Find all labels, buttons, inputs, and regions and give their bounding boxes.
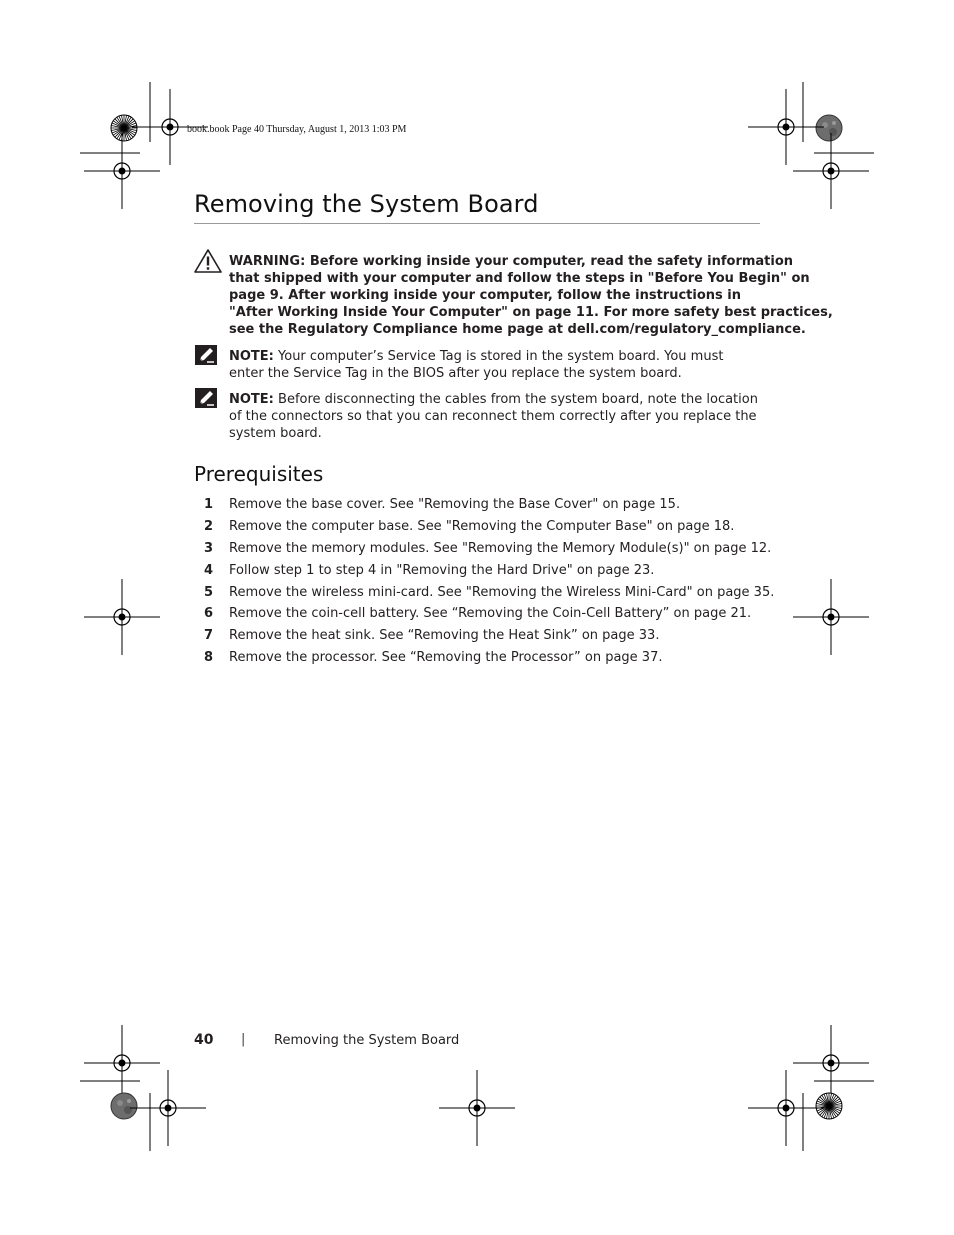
warning-notice <box>194 249 833 341</box>
note-label: NOTE: <box>229 392 274 407</box>
print-header: book.book Page 40 Thursday, August 1, 2013 1:03 PM <box>187 124 407 135</box>
page-title: Removing the System Board <box>194 190 539 218</box>
prerequisites-list <box>194 495 774 670</box>
step-text: Remove the wireless mini-card. See "Removing the Wireless Mini-Card" on page 35. <box>229 584 775 600</box>
step-text: Remove the computer base. See "Removing the Computer Base" on page 18. <box>229 518 735 534</box>
list-item <box>194 626 774 648</box>
step-number: 3 <box>204 540 214 556</box>
list-item <box>194 648 774 670</box>
note-label: NOTE: <box>229 349 274 364</box>
step-text: Remove the processor. See “Removing the Processor” on page 37. <box>229 650 663 666</box>
step-text: Remove the base cover. See "Removing the Base Cover" on page 15. <box>229 497 681 512</box>
page-number: 40 <box>194 1032 214 1048</box>
warning-text <box>229 253 833 338</box>
step-text: Follow step 1 to step 4 in "Removing the Hard Drive" on page 23. <box>229 562 655 578</box>
note-pencil-icon <box>194 344 218 366</box>
note-pencil-icon <box>194 387 218 409</box>
note-text <box>229 391 760 442</box>
note-service-tag <box>194 344 760 384</box>
step-number: 2 <box>204 518 214 534</box>
warning-line: "After Working Inside Your Computer" on page 11. For more safety best practices, <box>229 305 833 320</box>
note-body: Before disconnecting the cables from the system board, note the location of the connectors so that you can reconnect them correctly after you replace the system board. <box>229 392 758 441</box>
note-body: Your computer’s Service Tag is stored in the system board. You must enter the Service Tag in the BIOS after you replace the system board. <box>229 349 724 381</box>
step-text: Remove the memory modules. See "Removing the Memory Module(s)" on page 12. <box>229 540 772 556</box>
warning-line: page 9. After working inside your computer, follow the instructions in <box>229 288 741 303</box>
footer-separator: | <box>241 1032 246 1047</box>
list-item <box>194 539 774 561</box>
warning-line: WARNING: Before working inside your computer, read the safety information <box>229 254 794 269</box>
step-number: 7 <box>204 628 214 644</box>
step-number: 1 <box>204 497 214 512</box>
list-item <box>194 604 774 626</box>
warning-line: see the Regulatory Compliance home page at dell.com/regulatory_compliance. <box>229 322 806 337</box>
note-text <box>229 348 760 382</box>
step-number: 5 <box>204 584 214 600</box>
warning-triangle-icon <box>194 249 222 273</box>
title-rule <box>194 223 760 224</box>
list-item <box>194 583 774 605</box>
list-item <box>194 561 774 583</box>
list-item <box>194 517 774 539</box>
step-text: Remove the heat sink. See “Removing the Heat Sink” on page 33. <box>229 628 660 644</box>
note-disconnect-cables <box>194 387 760 445</box>
prerequisites-heading: Prerequisites <box>194 462 324 486</box>
step-number: 4 <box>204 562 214 578</box>
running-title: Removing the System Board <box>274 1033 460 1048</box>
step-number: 8 <box>204 650 214 666</box>
step-text: Remove the coin-cell battery. See “Removing the Coin-Cell Battery” on page 21. <box>229 606 752 622</box>
step-number: 6 <box>204 606 214 622</box>
warning-line: that shipped with your computer and follow the steps in "Before You Begin" on <box>229 271 810 286</box>
list-item <box>194 495 774 517</box>
